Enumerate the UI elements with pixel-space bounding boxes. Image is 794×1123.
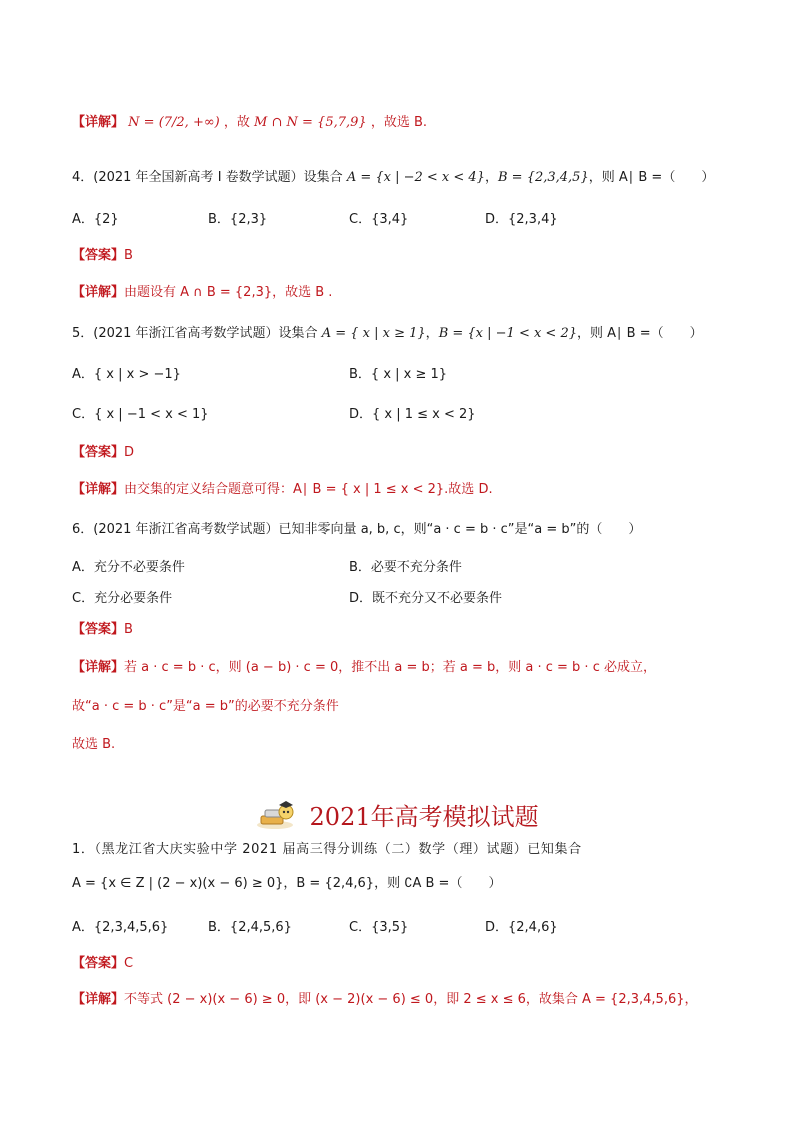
answer-tag: 【答案】 bbox=[72, 445, 125, 460]
q6-answer-value: B bbox=[124, 622, 133, 637]
s1-detail-text: 不等式 (2 − x)(x − 6) ≥ 0，即 (x − 2)(x − 6) ≤ 0，即 2 ≤ x ≤ 6，故集合 A = {2,3,4,5,6}， bbox=[124, 992, 698, 1007]
detail-tag: 【详解】 bbox=[72, 115, 125, 130]
s1-option-a: A．{2,3,4,5,6} bbox=[72, 920, 169, 935]
answer-tag: 【答案】 bbox=[72, 956, 125, 971]
q4-option-a: A．{2} bbox=[72, 212, 119, 227]
q6-detail-text1: 若 a · c = b · c，则 (a − b) · c = 0，推不出 a = b；若 a = b，则 a · c = b · c 必成立， bbox=[124, 660, 656, 675]
q5-option-c: C．{ x | −1 < x < 1} bbox=[72, 407, 209, 422]
s1-option-d: D．{2,4,6} bbox=[485, 920, 558, 935]
q5-stem bbox=[72, 324, 703, 344]
q4-answer-value: B bbox=[124, 248, 133, 263]
q4-stem-text: 4．(2021 年全国新高考 I 卷数学试题）设集合 bbox=[72, 170, 343, 185]
q5-detail bbox=[72, 480, 493, 500]
detail-tag: 【详解】 bbox=[72, 285, 125, 300]
q5-option-a: A．{ x | x > −1} bbox=[72, 367, 181, 382]
answer-tag: 【答案】 bbox=[72, 622, 125, 637]
q6-stem: 6．(2021 年浙江省高考数学试题）已知非零向量 a, b, c，则“a · c = b · c”是“a = b”的（ ） bbox=[72, 522, 642, 537]
q4-detail bbox=[72, 283, 332, 303]
q5-option-b: B．{ x | x ≥ 1} bbox=[349, 367, 448, 382]
q3-math-intersect: M ∩ N = {5,7,9} bbox=[254, 115, 367, 130]
s1-stem-line1: 1．（黑龙江省大庆实验中学 2021 届高三得分训练（二）数学（理）试题）已知集合 bbox=[72, 842, 582, 857]
q4-detail-text: 由题设有 A ∩ B = {2,3}，故选 B . bbox=[124, 285, 333, 300]
q6-answer bbox=[72, 620, 133, 640]
detail-tag: 【详解】 bbox=[72, 660, 125, 675]
q4-answer bbox=[72, 246, 133, 266]
q5-answer-value: D bbox=[124, 445, 135, 460]
q4-sep: ， bbox=[484, 170, 498, 185]
q3-detail-line bbox=[72, 113, 427, 133]
q5-stem-text: 5．(2021 年浙江省高考数学试题）设集合 bbox=[72, 326, 318, 341]
q6-option-c: C．充分必要条件 bbox=[72, 591, 173, 606]
q6-option-a: A．充分不必要条件 bbox=[72, 560, 185, 575]
section-title-text: 2021年高考模拟试题 bbox=[309, 803, 539, 831]
detail-tag: 【详解】 bbox=[72, 482, 125, 497]
q5-set-a: A = { x | x ≥ 1} bbox=[321, 326, 426, 341]
s1-detail bbox=[72, 990, 698, 1010]
q6-option-d: D．既不充分又不必要条件 bbox=[349, 591, 503, 606]
s1-option-b: B．{2,4,5,6} bbox=[208, 920, 292, 935]
q5-sep: ， bbox=[425, 326, 439, 341]
q5-detail-text: 由交集的定义结合题意可得：A∣ B = { x | 1 ≤ x < 2}.故选 D. bbox=[124, 482, 493, 497]
s1-answer-value: C bbox=[124, 956, 134, 971]
q4-option-c: C．{3,4} bbox=[349, 212, 409, 227]
q4-set-a: A = {x | −2 < x < 4} bbox=[346, 170, 485, 185]
q4-option-b: B．{2,3} bbox=[208, 212, 268, 227]
q3-text1: ，故 bbox=[223, 115, 250, 130]
detail-tag: 【详解】 bbox=[72, 992, 125, 1007]
q4-ask: ，则 A∣ B =（ ） bbox=[588, 170, 715, 185]
q4-option-d: D．{2,3,4} bbox=[485, 212, 558, 227]
q3-text2: ，故选 B. bbox=[370, 115, 427, 130]
q3-math-n: N = (7/2, +∞) bbox=[128, 115, 220, 130]
answer-tag: 【答案】 bbox=[72, 248, 125, 263]
q4-set-b: B = {2,3,4,5} bbox=[497, 170, 589, 185]
q4-stem bbox=[72, 168, 714, 188]
graduate-books-icon bbox=[255, 798, 299, 832]
q5-option-d: D．{ x | 1 ≤ x < 2} bbox=[349, 407, 476, 422]
s1-stem-line2: A = {x ∈ Z | (2 − x)(x − 6) ≥ 0}，B = {2,4,6}，则 ∁A B =（ ） bbox=[72, 876, 502, 891]
q5-ask: ，则 A∣ B =（ ） bbox=[577, 326, 703, 341]
s1-answer bbox=[72, 954, 133, 974]
q6-detail-line3: 故选 B. bbox=[72, 737, 116, 752]
q6-detail-line2: 故“a · c = b · c”是“a = b”的必要不充分条件 bbox=[72, 699, 339, 714]
q5-answer bbox=[72, 443, 134, 463]
section-title bbox=[0, 797, 794, 832]
s1-option-c: C．{3,5} bbox=[349, 920, 409, 935]
q5-set-b: B = {x | −1 < x < 2} bbox=[438, 326, 577, 341]
q6-option-b: B．必要不充分条件 bbox=[349, 560, 462, 575]
q6-detail-line1 bbox=[72, 658, 656, 678]
